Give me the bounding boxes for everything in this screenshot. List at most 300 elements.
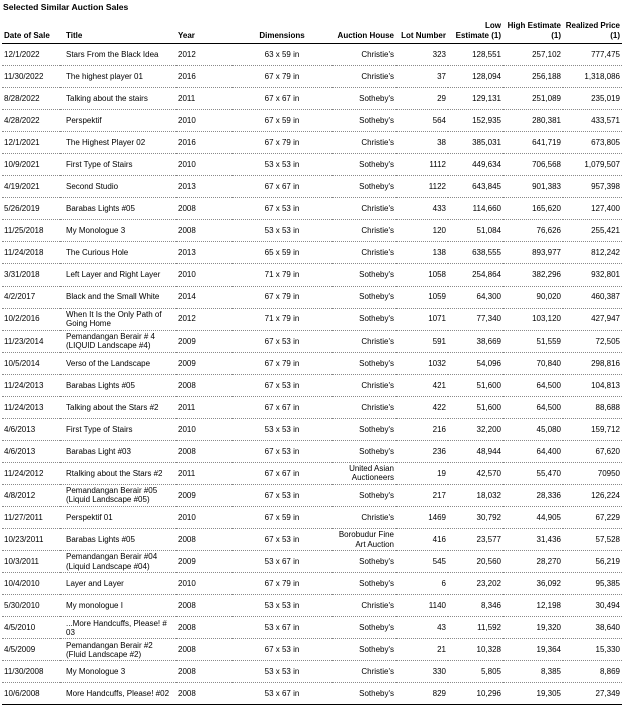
table-row — [2, 418, 622, 440]
cell-dimensions: 71 x 79 in — [232, 308, 332, 330]
cell-year: 2016 — [176, 132, 232, 154]
cell-title: First Type of Stairs — [60, 418, 176, 440]
table-row — [2, 330, 622, 352]
cell-low-estimate: 18,032 — [448, 484, 503, 506]
cell-year: 2010 — [176, 418, 232, 440]
cell-lot-number: 217 — [396, 484, 448, 506]
cell-auction-house: Sotheby's — [332, 440, 396, 462]
cell-title: The Curious Hole — [60, 242, 176, 264]
cell-lot-number: 120 — [396, 220, 448, 242]
cell-title: Pemandangan Berair #04 (Liquid Landscape #04) — [60, 551, 176, 573]
cell-date: 10/6/2008 — [2, 683, 60, 705]
cell-lot-number: 1122 — [396, 176, 448, 198]
cell-date: 11/24/2013 — [2, 374, 60, 396]
cell-year: 2012 — [176, 44, 232, 66]
cell-lot-number: 416 — [396, 529, 448, 551]
cell-realized-price: 673,805 — [563, 132, 622, 154]
cell-dimensions: 53 x 67 in — [232, 617, 332, 639]
cell-realized-price: 104,813 — [563, 374, 622, 396]
cell-auction-house: Sotheby's — [332, 484, 396, 506]
table-row — [2, 374, 622, 396]
cell-realized-price: 56,219 — [563, 551, 622, 573]
cell-title: Talking about the Stars #2 — [60, 396, 176, 418]
cell-year: 2010 — [176, 154, 232, 176]
cell-auction-house: Sotheby's — [332, 551, 396, 573]
cell-low-estimate: 54,096 — [448, 352, 503, 374]
cell-dimensions: 67 x 79 in — [232, 66, 332, 88]
cell-date: 11/23/2014 — [2, 330, 60, 352]
cell-auction-house: Christie's — [332, 506, 396, 528]
cell-auction-house: Sotheby's — [332, 352, 396, 374]
table-row — [2, 220, 622, 242]
cell-dimensions: 67 x 53 in — [232, 440, 332, 462]
cell-date: 4/5/2010 — [2, 617, 60, 639]
cell-realized-price: 67,620 — [563, 440, 622, 462]
table-row — [2, 264, 622, 286]
table-row — [2, 396, 622, 418]
cell-title: Perspektif — [60, 110, 176, 132]
table-row — [2, 462, 622, 484]
cell-dimensions: 71 x 79 in — [232, 264, 332, 286]
cell-title: Barabas Light #03 — [60, 440, 176, 462]
cell-dimensions: 53 x 53 in — [232, 154, 332, 176]
cell-dimensions: 67 x 79 in — [232, 132, 332, 154]
cell-lot-number: 21 — [396, 639, 448, 661]
cell-low-estimate: 77,340 — [448, 308, 503, 330]
table-row — [2, 308, 622, 330]
cell-auction-house: Christie's — [332, 374, 396, 396]
cell-date: 10/23/2011 — [2, 529, 60, 551]
cell-date: 11/27/2011 — [2, 506, 60, 528]
cell-dimensions: 67 x 59 in — [232, 110, 332, 132]
cell-title: Pemandangan Berair # 4 (LIQUID Landscape #4) — [60, 330, 176, 352]
cell-low-estimate: 64,300 — [448, 286, 503, 308]
cell-realized-price: 433,571 — [563, 110, 622, 132]
table-row — [2, 595, 622, 617]
cell-year: 2012 — [176, 308, 232, 330]
cell-high-estimate: 90,020 — [503, 286, 563, 308]
cell-auction-house: Sotheby's — [332, 308, 396, 330]
cell-high-estimate: 251,089 — [503, 88, 563, 110]
cell-title: Barabas Lights #05 — [60, 529, 176, 551]
cell-title: Perspektif 01 — [60, 506, 176, 528]
cell-high-estimate: 706,568 — [503, 154, 563, 176]
cell-low-estimate: 10,296 — [448, 683, 503, 705]
page-title: Selected Similar Auction Sales — [3, 2, 129, 12]
cell-date: 10/2/2016 — [2, 308, 60, 330]
cell-title: Left Layer and Right Layer — [60, 264, 176, 286]
cell-realized-price: 70950 — [563, 462, 622, 484]
cell-lot-number: 6 — [396, 573, 448, 595]
cell-date: 11/24/2018 — [2, 242, 60, 264]
cell-low-estimate: 10,328 — [448, 639, 503, 661]
cell-title: Pemandangan Berair #2 (Fluid Landscape #2) — [60, 639, 176, 661]
cell-year: 2010 — [176, 264, 232, 286]
cell-date: 10/3/2011 — [2, 551, 60, 573]
cell-high-estimate: 641,719 — [503, 132, 563, 154]
cell-realized-price: 812,242 — [563, 242, 622, 264]
cell-auction-house: Christie's — [332, 132, 396, 154]
cell-date: 12/1/2021 — [2, 132, 60, 154]
cell-auction-house: Sotheby's — [332, 617, 396, 639]
cell-high-estimate: 28,336 — [503, 484, 563, 506]
cell-year: 2009 — [176, 330, 232, 352]
cell-date: 4/6/2013 — [2, 418, 60, 440]
col-header-year: Year — [176, 14, 232, 44]
cell-lot-number: 1140 — [396, 595, 448, 617]
table-row — [2, 529, 622, 551]
cell-low-estimate: 42,570 — [448, 462, 503, 484]
cell-realized-price: 1,318,086 — [563, 66, 622, 88]
cell-dimensions: 67 x 79 in — [232, 286, 332, 308]
cell-date: 11/30/2022 — [2, 66, 60, 88]
cell-date: 11/30/2008 — [2, 661, 60, 683]
cell-auction-house: Christie's — [332, 595, 396, 617]
cell-title: My monologue I — [60, 595, 176, 617]
cell-date: 11/25/2018 — [2, 220, 60, 242]
cell-lot-number: 564 — [396, 110, 448, 132]
col-header-dimensions: Dimensions — [232, 14, 332, 44]
cell-title: Black and the Small White — [60, 286, 176, 308]
cell-title: Barabas Lights #05 — [60, 374, 176, 396]
cell-year: 2008 — [176, 374, 232, 396]
table-row — [2, 639, 622, 661]
cell-realized-price: 67,229 — [563, 506, 622, 528]
cell-low-estimate: 11,592 — [448, 617, 503, 639]
cell-realized-price: 957,398 — [563, 176, 622, 198]
cell-year: 2008 — [176, 198, 232, 220]
cell-auction-house: Sotheby's — [332, 88, 396, 110]
cell-low-estimate: 643,845 — [448, 176, 503, 198]
cell-auction-house: Borobudur Fine Art Auction — [332, 529, 396, 551]
cell-lot-number: 37 — [396, 66, 448, 88]
cell-auction-house: Sotheby's — [332, 639, 396, 661]
table-row — [2, 286, 622, 308]
cell-realized-price: 298,816 — [563, 352, 622, 374]
cell-high-estimate: 19,320 — [503, 617, 563, 639]
cell-year: 2008 — [176, 639, 232, 661]
cell-high-estimate: 280,381 — [503, 110, 563, 132]
cell-dimensions: 53 x 53 in — [232, 220, 332, 242]
cell-dimensions: 67 x 53 in — [232, 529, 332, 551]
col-header-house: Auction House — [332, 14, 396, 44]
cell-high-estimate: 19,305 — [503, 683, 563, 705]
cell-year: 2010 — [176, 573, 232, 595]
cell-realized-price: 30,494 — [563, 595, 622, 617]
cell-realized-price: 57,528 — [563, 529, 622, 551]
col-header-price: Realized Price (1) — [563, 14, 622, 44]
table-row — [2, 573, 622, 595]
cell-dimensions: 65 x 59 in — [232, 242, 332, 264]
cell-low-estimate: 38,669 — [448, 330, 503, 352]
cell-date: 11/24/2013 — [2, 396, 60, 418]
cell-auction-house: Christie's — [332, 396, 396, 418]
cell-lot-number: 236 — [396, 440, 448, 462]
cell-year: 2011 — [176, 396, 232, 418]
cell-auction-house: Sotheby's — [332, 683, 396, 705]
cell-realized-price: 8,869 — [563, 661, 622, 683]
cell-year: 2009 — [176, 484, 232, 506]
cell-title: Second Studio — [60, 176, 176, 198]
table-row — [2, 132, 622, 154]
cell-lot-number: 1469 — [396, 506, 448, 528]
cell-realized-price: 27,349 — [563, 683, 622, 705]
table-row — [2, 484, 622, 506]
cell-title: The Highest Player 02 — [60, 132, 176, 154]
cell-date: 4/19/2021 — [2, 176, 60, 198]
cell-dimensions: 67 x 79 in — [232, 352, 332, 374]
table-row — [2, 661, 622, 683]
cell-year: 2011 — [176, 88, 232, 110]
cell-high-estimate: 70,840 — [503, 352, 563, 374]
cell-low-estimate: 152,935 — [448, 110, 503, 132]
col-header-low: Low Estimate (1) — [448, 14, 503, 44]
cell-date: 5/30/2010 — [2, 595, 60, 617]
cell-date: 3/31/2018 — [2, 264, 60, 286]
cell-high-estimate: 64,500 — [503, 396, 563, 418]
cell-title: Rtalking about the Stars #2 — [60, 462, 176, 484]
cell-dimensions: 67 x 53 in — [232, 374, 332, 396]
cell-high-estimate: 256,188 — [503, 66, 563, 88]
cell-date: 8/28/2022 — [2, 88, 60, 110]
cell-realized-price: 235,019 — [563, 88, 622, 110]
cell-low-estimate: 48,944 — [448, 440, 503, 462]
cell-lot-number: 829 — [396, 683, 448, 705]
cell-lot-number: 1071 — [396, 308, 448, 330]
cell-dimensions: 53 x 67 in — [232, 683, 332, 705]
table-row — [2, 44, 622, 66]
cell-high-estimate: 64,400 — [503, 440, 563, 462]
cell-low-estimate: 30,792 — [448, 506, 503, 528]
cell-title: The highest player 01 — [60, 66, 176, 88]
cell-realized-price: 126,224 — [563, 484, 622, 506]
cell-title: Talking about the stairs — [60, 88, 176, 110]
cell-title: ...More Handcuffs, Please! # 03 — [60, 617, 176, 639]
cell-auction-house: Christie's — [332, 242, 396, 264]
cell-high-estimate: 257,102 — [503, 44, 563, 66]
table-row — [2, 88, 622, 110]
table-row — [2, 176, 622, 198]
cell-low-estimate: 114,660 — [448, 198, 503, 220]
cell-lot-number: 330 — [396, 661, 448, 683]
cell-dimensions: 53 x 67 in — [232, 551, 332, 573]
cell-date: 4/6/2013 — [2, 440, 60, 462]
cell-dimensions: 67 x 67 in — [232, 176, 332, 198]
cell-year: 2013 — [176, 176, 232, 198]
cell-high-estimate: 55,470 — [503, 462, 563, 484]
cell-low-estimate: 385,031 — [448, 132, 503, 154]
cell-year: 2008 — [176, 529, 232, 551]
cell-low-estimate: 23,577 — [448, 529, 503, 551]
cell-title: More Handcuffs, Please! #02 — [60, 683, 176, 705]
cell-year: 2011 — [176, 462, 232, 484]
cell-date: 4/2/2017 — [2, 286, 60, 308]
cell-lot-number: 323 — [396, 44, 448, 66]
cell-year: 2008 — [176, 617, 232, 639]
cell-low-estimate: 254,864 — [448, 264, 503, 286]
cell-high-estimate: 76,626 — [503, 220, 563, 242]
cell-low-estimate: 638,555 — [448, 242, 503, 264]
cell-high-estimate: 901,383 — [503, 176, 563, 198]
cell-lot-number: 1059 — [396, 286, 448, 308]
cell-dimensions: 67 x 59 in — [232, 506, 332, 528]
cell-auction-house: Christie's — [332, 661, 396, 683]
cell-auction-house: Christie's — [332, 220, 396, 242]
cell-low-estimate: 32,200 — [448, 418, 503, 440]
header-row — [2, 14, 622, 44]
cell-dimensions: 63 x 59 in — [232, 44, 332, 66]
cell-realized-price: 127,400 — [563, 198, 622, 220]
cell-lot-number: 1058 — [396, 264, 448, 286]
cell-low-estimate: 129,131 — [448, 88, 503, 110]
cell-realized-price: 15,330 — [563, 639, 622, 661]
table-row — [2, 440, 622, 462]
cell-date: 10/5/2014 — [2, 352, 60, 374]
cell-auction-house: Sotheby's — [332, 418, 396, 440]
cell-auction-house: United Asian Auctioneers — [332, 462, 396, 484]
cell-lot-number: 29 — [396, 88, 448, 110]
table-row — [2, 198, 622, 220]
cell-lot-number: 216 — [396, 418, 448, 440]
cell-high-estimate: 45,080 — [503, 418, 563, 440]
cell-realized-price: 932,801 — [563, 264, 622, 286]
cell-high-estimate: 44,905 — [503, 506, 563, 528]
cell-lot-number: 421 — [396, 374, 448, 396]
cell-date: 10/9/2021 — [2, 154, 60, 176]
cell-realized-price: 255,421 — [563, 220, 622, 242]
cell-dimensions: 67 x 53 in — [232, 484, 332, 506]
cell-low-estimate: 128,094 — [448, 66, 503, 88]
cell-title: My Monologue 3 — [60, 661, 176, 683]
cell-high-estimate: 64,500 — [503, 374, 563, 396]
cell-auction-house: Christie's — [332, 66, 396, 88]
cell-auction-house: Christie's — [332, 330, 396, 352]
cell-title: Verso of the Landscape — [60, 352, 176, 374]
cell-realized-price: 1,079,507 — [563, 154, 622, 176]
cell-realized-price: 38,640 — [563, 617, 622, 639]
cell-realized-price: 460,387 — [563, 286, 622, 308]
cell-auction-house: Sotheby's — [332, 264, 396, 286]
cell-high-estimate: 8,385 — [503, 661, 563, 683]
cell-auction-house: Christie's — [332, 198, 396, 220]
table-row — [2, 154, 622, 176]
cell-year: 2014 — [176, 286, 232, 308]
cell-realized-price: 72,505 — [563, 330, 622, 352]
cell-year: 2016 — [176, 66, 232, 88]
cell-high-estimate: 19,364 — [503, 639, 563, 661]
cell-lot-number: 19 — [396, 462, 448, 484]
col-header-title: Title — [60, 14, 176, 44]
table-row — [2, 352, 622, 374]
cell-high-estimate: 31,436 — [503, 529, 563, 551]
table-row — [2, 683, 622, 705]
cell-date: 4/8/2012 — [2, 484, 60, 506]
cell-high-estimate: 28,270 — [503, 551, 563, 573]
table-row — [2, 617, 622, 639]
cell-year: 2013 — [176, 242, 232, 264]
cell-year: 2009 — [176, 352, 232, 374]
cell-lot-number: 38 — [396, 132, 448, 154]
cell-realized-price: 95,385 — [563, 573, 622, 595]
table-row — [2, 551, 622, 573]
table-row — [2, 242, 622, 264]
table-row — [2, 66, 622, 88]
cell-lot-number: 138 — [396, 242, 448, 264]
table-row — [2, 506, 622, 528]
cell-auction-house: Sotheby's — [332, 176, 396, 198]
cell-title: Barabas Lights #05 — [60, 198, 176, 220]
cell-title: Layer and Layer — [60, 573, 176, 595]
cell-low-estimate: 51,600 — [448, 374, 503, 396]
cell-high-estimate: 103,120 — [503, 308, 563, 330]
cell-realized-price: 88,688 — [563, 396, 622, 418]
cell-date: 4/28/2022 — [2, 110, 60, 132]
cell-year: 2008 — [176, 595, 232, 617]
cell-high-estimate: 12,198 — [503, 595, 563, 617]
cell-lot-number: 545 — [396, 551, 448, 573]
cell-low-estimate: 51,600 — [448, 396, 503, 418]
cell-low-estimate: 23,202 — [448, 573, 503, 595]
cell-low-estimate: 20,560 — [448, 551, 503, 573]
cell-year: 2008 — [176, 683, 232, 705]
cell-low-estimate: 5,805 — [448, 661, 503, 683]
cell-lot-number: 433 — [396, 198, 448, 220]
cell-low-estimate: 8,346 — [448, 595, 503, 617]
col-header-lot: Lot Number — [396, 14, 448, 44]
col-header-high: High Estimate (1) — [503, 14, 563, 44]
cell-title: When It Is the Only Path of Going Home — [60, 308, 176, 330]
cell-low-estimate: 449,634 — [448, 154, 503, 176]
cell-auction-house: Sotheby's — [332, 286, 396, 308]
cell-dimensions: 67 x 53 in — [232, 330, 332, 352]
cell-dimensions: 53 x 53 in — [232, 661, 332, 683]
cell-dimensions: 67 x 53 in — [232, 639, 332, 661]
col-header-date: Date of Sale — [2, 14, 60, 44]
cell-title: My Monologue 3 — [60, 220, 176, 242]
cell-dimensions: 53 x 53 in — [232, 595, 332, 617]
cell-low-estimate: 51,084 — [448, 220, 503, 242]
cell-dimensions: 67 x 67 in — [232, 396, 332, 418]
cell-auction-house: Sotheby's — [332, 154, 396, 176]
table-row — [2, 110, 622, 132]
cell-auction-house: Sotheby's — [332, 110, 396, 132]
cell-lot-number: 1032 — [396, 352, 448, 374]
cell-date: 10/4/2010 — [2, 573, 60, 595]
cell-lot-number: 591 — [396, 330, 448, 352]
auction-sales-table — [2, 14, 622, 705]
cell-high-estimate: 382,296 — [503, 264, 563, 286]
cell-high-estimate: 165,620 — [503, 198, 563, 220]
cell-year: 2008 — [176, 661, 232, 683]
cell-date: 12/1/2022 — [2, 44, 60, 66]
cell-high-estimate: 51,559 — [503, 330, 563, 352]
cell-lot-number: 43 — [396, 617, 448, 639]
cell-dimensions: 67 x 67 in — [232, 88, 332, 110]
cell-realized-price: 159,712 — [563, 418, 622, 440]
cell-title: First Type of Stairs — [60, 154, 176, 176]
cell-title: Stars From the Black Idea — [60, 44, 176, 66]
cell-year: 2010 — [176, 506, 232, 528]
cell-date: 11/24/2012 — [2, 462, 60, 484]
cell-dimensions: 67 x 67 in — [232, 462, 332, 484]
cell-date: 5/26/2019 — [2, 198, 60, 220]
cell-lot-number: 1112 — [396, 154, 448, 176]
cell-year: 2008 — [176, 440, 232, 462]
cell-dimensions: 53 x 53 in — [232, 418, 332, 440]
cell-lot-number: 422 — [396, 396, 448, 418]
cell-dimensions: 67 x 53 in — [232, 198, 332, 220]
cell-low-estimate: 128,551 — [448, 44, 503, 66]
